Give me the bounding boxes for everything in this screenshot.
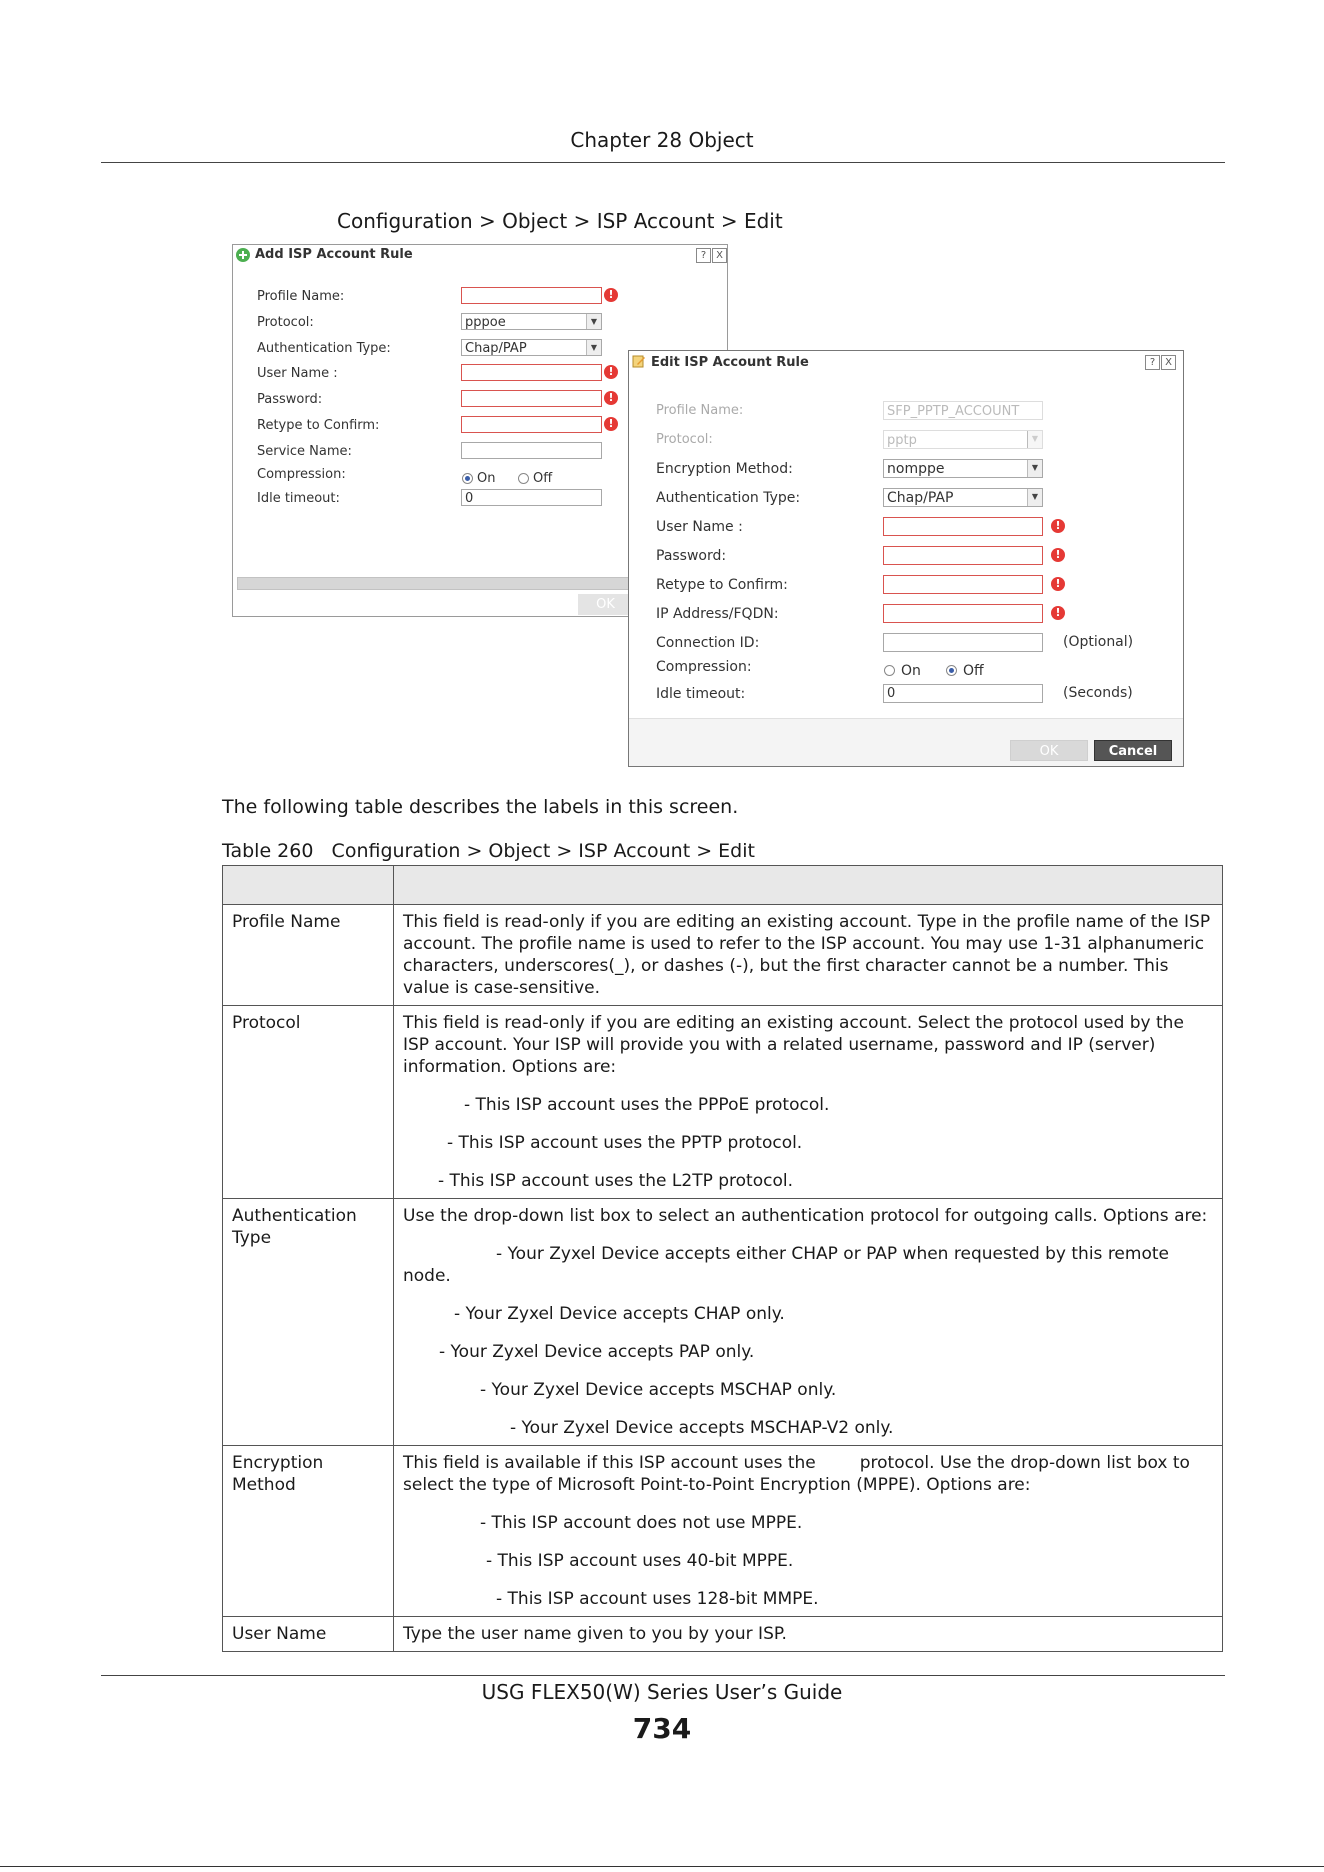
table-header-row bbox=[223, 866, 1223, 905]
page-number: 734 bbox=[632, 1712, 692, 1745]
compression-on-radio[interactable] bbox=[884, 665, 895, 676]
profile-name-input[interactable] bbox=[461, 287, 602, 304]
compression-label: Compression: bbox=[656, 659, 752, 675]
idle-timeout-label: Idle timeout: bbox=[257, 491, 340, 506]
option-text: - Your Zyxel Device accepts MSCHAP only. bbox=[480, 1380, 837, 1400]
connection-id-input[interactable] bbox=[883, 633, 1043, 652]
connection-id-label: Connection ID: bbox=[656, 635, 760, 651]
compression-label: Compression: bbox=[257, 467, 346, 482]
chevron-down-icon: ▼ bbox=[1027, 460, 1042, 477]
ok-button[interactable]: OK bbox=[578, 594, 633, 615]
protocol-select bbox=[883, 430, 1043, 449]
auth-type-select[interactable] bbox=[461, 339, 602, 356]
error-icon: ! bbox=[604, 288, 618, 302]
chevron-down-icon: ▼ bbox=[586, 314, 601, 329]
option-text: - Your Zyxel Device accepts either CHAP or PAP when requested by this remote node. bbox=[403, 1244, 1169, 1286]
encryption-method-select[interactable] bbox=[883, 459, 1043, 478]
idle-timeout-value: 0 bbox=[465, 491, 474, 506]
ip-fqdn-label: IP Address/FQDN: bbox=[656, 606, 779, 622]
intro-text: The following table describes the labels in this screen. bbox=[222, 796, 739, 818]
idle-timeout-value: 0 bbox=[887, 686, 896, 701]
auth-type-value: Chap/PAP bbox=[887, 490, 954, 506]
row-label: Protocol bbox=[223, 1006, 394, 1199]
help-icon[interactable]: ? bbox=[696, 248, 711, 263]
close-icon[interactable]: X bbox=[1161, 355, 1176, 370]
protocol-value: pptp bbox=[887, 433, 917, 448]
dialog-title: Add ISP Account Rule bbox=[255, 247, 413, 262]
row-description bbox=[394, 905, 1223, 1006]
protocol-label: Protocol: bbox=[656, 432, 713, 447]
error-icon: ! bbox=[604, 365, 618, 379]
protocol-select[interactable] bbox=[461, 313, 602, 330]
option-text: - This ISP account uses 40-bit MPPE. bbox=[486, 1551, 794, 1571]
add-icon bbox=[236, 248, 250, 262]
option-text: - Your Zyxel Device accepts PAP only. bbox=[439, 1342, 755, 1362]
description-text-part: This field is available if this ISP account uses the bbox=[403, 1453, 816, 1473]
row-label: User Name bbox=[223, 1617, 394, 1652]
error-icon: ! bbox=[1051, 548, 1065, 562]
auth-type-value: Chap/PAP bbox=[465, 341, 527, 356]
password-label: Password: bbox=[257, 392, 323, 407]
footer-rule bbox=[101, 1675, 1225, 1676]
row-label: Authentication Type bbox=[223, 1199, 394, 1446]
description-text: This field is read-only if you are editing an existing account. Select the protocol used by the ISP account. Your ISP will provide you with a related username, password and IP (server) information. Options are: bbox=[403, 1013, 1184, 1077]
edit-icon bbox=[632, 354, 646, 368]
chevron-down-icon: ▼ bbox=[1027, 489, 1042, 506]
error-icon: ! bbox=[1051, 519, 1065, 533]
horizontal-scrollbar[interactable] bbox=[237, 577, 639, 590]
table-row bbox=[223, 1006, 1223, 1199]
header-cell bbox=[223, 866, 394, 905]
edit-isp-account-dialog bbox=[628, 350, 1184, 767]
table-row bbox=[223, 1199, 1223, 1446]
password-input[interactable] bbox=[461, 390, 602, 407]
option-text: - Your Zyxel Device accepts MSCHAP-V2 only. bbox=[510, 1418, 894, 1438]
profile-name-input bbox=[883, 401, 1043, 420]
user-name-label: User Name : bbox=[257, 366, 338, 381]
row-label: Encryption Method bbox=[223, 1446, 394, 1617]
user-name-input[interactable] bbox=[883, 517, 1043, 536]
chevron-down-icon: ▼ bbox=[1027, 431, 1042, 448]
auth-type-label: Authentication Type: bbox=[656, 490, 801, 506]
table-row bbox=[223, 1617, 1223, 1652]
idle-timeout-input[interactable] bbox=[461, 489, 602, 506]
compression-off-label: Off bbox=[963, 663, 984, 679]
encryption-method-label: Encryption Method: bbox=[656, 461, 793, 477]
retype-label: Retype to Confirm: bbox=[257, 418, 380, 433]
row-label: Profile Name bbox=[223, 905, 394, 1006]
figure-caption: Configuration > Object > ISP Account > Edit bbox=[337, 209, 783, 233]
guide-title: USG FLEX50(W) Series User’s Guide bbox=[481, 1680, 843, 1704]
table-caption: Table 260 Configuration > Object > ISP Account > Edit bbox=[222, 840, 755, 862]
password-label: Password: bbox=[656, 548, 727, 564]
description-text: Type the user name given to you by your ISP. bbox=[403, 1624, 787, 1644]
compression-off-radio[interactable] bbox=[946, 665, 957, 676]
option-text: - This ISP account uses the PPTP protocol. bbox=[447, 1133, 803, 1153]
chapter-header: Chapter 28 Object bbox=[570, 128, 754, 152]
service-name-label: Service Name: bbox=[257, 444, 352, 459]
ip-fqdn-input[interactable] bbox=[883, 604, 1043, 623]
auth-type-label: Authentication Type: bbox=[257, 341, 391, 356]
option-text: - Your Zyxel Device accepts CHAP only. bbox=[454, 1304, 785, 1324]
compression-on-radio[interactable] bbox=[462, 473, 473, 484]
auth-type-select[interactable] bbox=[883, 488, 1043, 507]
cancel-button[interactable]: Cancel bbox=[1094, 740, 1172, 761]
error-icon: ! bbox=[1051, 577, 1065, 591]
protocol-value: pppoe bbox=[465, 315, 506, 330]
option-text: - This ISP account does not use MPPE. bbox=[480, 1513, 803, 1533]
header-rule bbox=[101, 162, 1225, 163]
bottom-edge-rule bbox=[0, 1866, 1324, 1867]
description-text: Use the drop-down list box to select an authentication protocol for outgoing calls. Options are: bbox=[403, 1206, 1208, 1226]
option-text: - This ISP account uses the PPPoE protocol. bbox=[464, 1095, 830, 1115]
row-description bbox=[394, 1617, 1223, 1652]
profile-name-value: SFP_PPTP_ACCOUNT bbox=[887, 404, 1020, 419]
option-text: - This ISP account uses the L2TP protocol. bbox=[438, 1171, 793, 1191]
user-name-label: User Name : bbox=[656, 519, 743, 535]
service-name-input[interactable] bbox=[461, 442, 602, 459]
header-cell bbox=[394, 866, 1223, 905]
compression-off-label: Off bbox=[533, 471, 553, 486]
chevron-down-icon: ▼ bbox=[586, 340, 601, 355]
retype-label: Retype to Confirm: bbox=[656, 577, 788, 593]
user-name-input[interactable] bbox=[461, 364, 602, 381]
help-icon[interactable]: ? bbox=[1145, 355, 1160, 370]
retype-input[interactable] bbox=[883, 575, 1043, 594]
option-text: - This ISP account uses 128-bit MMPE. bbox=[496, 1589, 819, 1609]
dialog-title: Edit ISP Account Rule bbox=[651, 355, 809, 370]
profile-name-label: Profile Name: bbox=[656, 403, 744, 418]
idle-timeout-input[interactable] bbox=[883, 684, 1043, 703]
compression-on-label: On bbox=[901, 663, 921, 679]
optional-hint: (Optional) bbox=[1063, 634, 1134, 650]
table-row bbox=[223, 1446, 1223, 1617]
description-text-part: protocol. Use the drop-down list box to select the type of Microsoft Point-to-Point Encryption (MPPE). Options are: bbox=[403, 1453, 1190, 1495]
profile-name-label: Profile Name: bbox=[257, 289, 345, 304]
description-text: This field is read-only if you are editing an existing account. Type in the profile name of the ISP account. The profile name is used to refer to the ISP account. You may use 1-31 alphanumeric characters, underscores(_), or dashes (-), but the first character cannot be a number. This value is case-sensitive. bbox=[403, 912, 1211, 998]
idle-timeout-label: Idle timeout: bbox=[656, 686, 746, 702]
seconds-hint: (Seconds) bbox=[1063, 685, 1133, 701]
retype-input[interactable] bbox=[461, 416, 602, 433]
row-description bbox=[394, 1199, 1223, 1446]
description-text bbox=[403, 1452, 1213, 1496]
row-description bbox=[394, 1446, 1223, 1617]
compression-on-label: On bbox=[477, 471, 496, 486]
error-icon: ! bbox=[604, 391, 618, 405]
description-table bbox=[222, 865, 1223, 1652]
close-icon[interactable]: X bbox=[712, 248, 727, 263]
table-row bbox=[223, 905, 1223, 1006]
ok-button[interactable]: OK bbox=[1010, 740, 1088, 761]
protocol-label: Protocol: bbox=[257, 315, 314, 330]
encryption-method-value: nomppe bbox=[887, 461, 945, 477]
password-input[interactable] bbox=[883, 546, 1043, 565]
row-description bbox=[394, 1006, 1223, 1199]
compression-off-radio[interactable] bbox=[518, 473, 529, 484]
error-icon: ! bbox=[1051, 606, 1065, 620]
error-icon: ! bbox=[604, 417, 618, 431]
